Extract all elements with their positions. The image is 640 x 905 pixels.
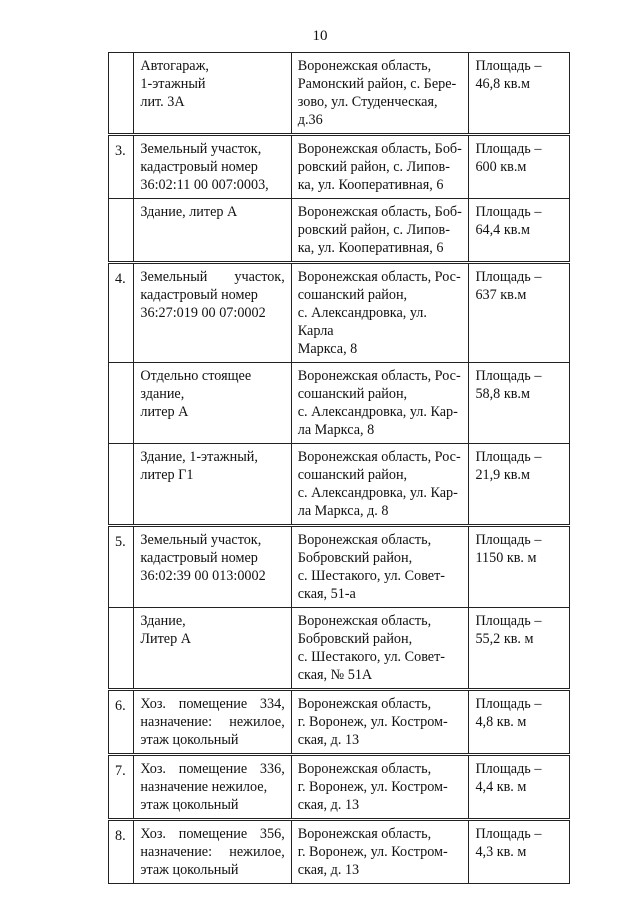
row-number-cell [109, 199, 134, 263]
object-area-cell-line: 1150 кв. м [475, 550, 537, 566]
object-description-cell-line: 36:27:019 00 07:0002 [140, 305, 266, 321]
object-address-cell-line: д.36 [297, 112, 323, 128]
object-description-cell-line: назначение нежилое, [140, 779, 268, 795]
object-address-cell [291, 690, 469, 755]
object-area-cell [469, 263, 570, 363]
object-address-cell-line: Воронежская область, Боб- [297, 204, 462, 220]
object-area-cell-line: Площадь – [475, 204, 542, 220]
object-area-cell [469, 608, 570, 690]
object-address-cell-line: с. Шестакого, ул. Совет- [297, 568, 446, 584]
object-description-cell-line: Земельный участок, [140, 141, 262, 157]
object-description-cell-line: этаж цокольный [140, 862, 239, 878]
object-description-cell-line: Земельный участок, [140, 269, 285, 285]
object-address-cell-line: Бобровский район, [297, 550, 413, 566]
object-area-cell-line: Площадь – [475, 58, 542, 74]
object-address-cell-line: с. Александровка, ул. Кар- [297, 485, 458, 501]
object-description-cell-line: Хоз. помещение 336, [140, 761, 285, 777]
object-address-cell-line: г. Воронеж, ул. Костром- [297, 844, 448, 860]
table-row [109, 526, 570, 608]
object-address-cell-line: сошанский район, [297, 467, 408, 483]
object-address-cell [291, 199, 469, 263]
object-description-cell-line: лит. 3А [140, 94, 185, 110]
object-area-cell-line: 58,8 кв.м [475, 386, 530, 402]
object-description-cell [134, 608, 291, 690]
object-description-cell-line: литер Г1 [140, 467, 194, 483]
object-description-cell-line: кадастровый номер [140, 550, 258, 566]
row-number-cell [109, 444, 134, 526]
object-description-cell [134, 820, 291, 884]
object-description-cell [134, 363, 291, 444]
object-description-cell-line: назначение: нежилое, [140, 714, 285, 730]
object-description-cell [134, 263, 291, 363]
object-area-cell-line: 64,4 кв.м [475, 222, 530, 238]
object-address-cell [291, 53, 469, 135]
object-description-cell-line: 36:02:11 00 007:0003, [140, 177, 269, 193]
object-area-cell [469, 526, 570, 608]
object-description-cell [134, 53, 291, 135]
object-area-cell-line: Площадь – [475, 826, 542, 842]
table-row [109, 690, 570, 755]
object-area-cell [469, 53, 570, 135]
object-address-cell-line: сошанский район, [297, 386, 408, 402]
object-address-cell-line: Воронежская область, Рос- [297, 269, 461, 285]
row-number-cell: 5. [109, 526, 134, 608]
object-address-cell [291, 135, 469, 199]
table-row [109, 444, 570, 526]
object-area-cell-line: Площадь – [475, 141, 542, 157]
object-address-cell-line: Воронежская область, [297, 58, 432, 74]
object-description-cell-line: Земельный участок, [140, 532, 262, 548]
object-description-cell-line: кадастровый номер [140, 159, 258, 175]
object-description-cell-line: Хоз. помещение 356, [140, 826, 285, 842]
object-area-cell-line: Площадь – [475, 532, 542, 548]
property-table-body [109, 53, 570, 884]
object-area-cell-line: 55,2 кв. м [475, 631, 534, 647]
object-area-cell-line: 637 кв.м [475, 287, 527, 303]
object-address-cell-line: ская, д. 13 [297, 797, 360, 813]
object-address-cell [291, 755, 469, 820]
object-area-cell [469, 820, 570, 884]
object-area-cell-line: 4,3 кв. м [475, 844, 527, 860]
table-row [109, 608, 570, 690]
object-area-cell-line: Площадь – [475, 368, 542, 384]
object-address-cell-line: Воронежская область, [297, 696, 432, 712]
object-description-cell-line: назначение: нежилое, [140, 844, 285, 860]
object-address-cell [291, 526, 469, 608]
table-row [109, 199, 570, 263]
object-address-cell-line: с. Александровка, ул. Карла [297, 305, 427, 339]
object-area-cell-line: 4,8 кв. м [475, 714, 527, 730]
row-number-cell: 7. [109, 755, 134, 820]
object-address-cell-line: Маркса, 8 [297, 341, 358, 357]
object-address-cell [291, 263, 469, 363]
table-row [109, 363, 570, 444]
table-row [109, 755, 570, 820]
object-description-cell [134, 755, 291, 820]
object-address-cell-line: Воронежская область, [297, 826, 432, 842]
object-address-cell-line: Воронежская область, [297, 532, 432, 548]
object-address-cell [291, 444, 469, 526]
object-address-cell-line: ка, ул. Кооперативная, 6 [297, 240, 444, 256]
object-address-cell-line: зово, ул. Студенческая, [297, 94, 438, 110]
object-description-cell [134, 199, 291, 263]
row-number-cell [109, 53, 134, 135]
object-area-cell [469, 135, 570, 199]
object-description-cell-line: здание, [140, 386, 185, 402]
object-address-cell [291, 820, 469, 884]
object-area-cell-line: Площадь – [475, 269, 542, 285]
object-address-cell-line: г. Воронеж, ул. Костром- [297, 714, 448, 730]
object-description-cell-line: кадастровый номер [140, 287, 258, 303]
table-row [109, 263, 570, 363]
object-description-cell-line: 1-этажный [140, 76, 206, 92]
object-address-cell-line: ская, № 51А [297, 667, 373, 683]
table-row [109, 53, 570, 135]
object-address-cell-line: ская, 51-а [297, 586, 356, 602]
object-address-cell-line: Воронежская область, Рос- [297, 368, 461, 384]
row-number-cell [109, 608, 134, 690]
object-description-cell-line: 36:02:39 00 013:0002 [140, 568, 266, 584]
object-area-cell-line: Площадь – [475, 761, 542, 777]
object-address-cell-line: ская, д. 13 [297, 862, 360, 878]
row-number-cell: 4. [109, 263, 134, 363]
object-area-cell [469, 444, 570, 526]
object-area-cell-line: 46,8 кв.м [475, 76, 530, 92]
object-description-cell-line: Литер А [140, 631, 191, 647]
object-area-cell [469, 755, 570, 820]
object-address-cell-line: Бобровский район, [297, 631, 413, 647]
object-description-cell-line: этаж цокольный [140, 797, 239, 813]
object-address-cell-line: ла Маркса, д. 8 [297, 503, 389, 519]
object-address-cell-line: Воронежская область, Рос- [297, 449, 461, 465]
object-address-cell-line: Рамонский район, с. Бере- [297, 76, 457, 92]
object-address-cell [291, 608, 469, 690]
object-area-cell-line: Площадь – [475, 449, 542, 465]
object-description-cell [134, 526, 291, 608]
object-description-cell-line: литер А [140, 404, 189, 420]
object-description-cell-line: этаж цокольный [140, 732, 239, 748]
object-description-cell-line: Отдельно стоящее [140, 368, 252, 384]
object-address-cell-line: сошанский район, [297, 287, 408, 303]
page-number: 10 [312, 28, 328, 44]
object-area-cell-line: 600 кв.м [475, 159, 527, 175]
row-number-cell: 8. [109, 820, 134, 884]
object-area-cell [469, 690, 570, 755]
object-address-cell [291, 363, 469, 444]
object-address-cell-line: Воронежская область, Боб- [297, 141, 462, 157]
object-area-cell-line: 4,4 кв. м [475, 779, 527, 795]
object-address-cell-line: ровский район, с. Липов- [297, 222, 450, 238]
object-address-cell-line: Воронежская область, [297, 613, 432, 629]
property-table [108, 52, 570, 884]
object-description-cell-line: Здание, [140, 613, 186, 629]
object-area-cell [469, 363, 570, 444]
object-description-cell [134, 444, 291, 526]
row-number-cell: 6. [109, 690, 134, 755]
object-area-cell-line: 21,9 кв.м [475, 467, 530, 483]
object-area-cell [469, 199, 570, 263]
object-address-cell-line: г. Воронеж, ул. Костром- [297, 779, 448, 795]
row-number-cell: 3. [109, 135, 134, 199]
row-number-cell [109, 363, 134, 444]
object-address-cell-line: ская, д. 13 [297, 732, 360, 748]
object-description-cell-line: Здание, 1-этажный, [140, 449, 258, 465]
table-row [109, 135, 570, 199]
object-address-cell-line: Воронежская область, [297, 761, 432, 777]
object-description-cell-line: Здание, литер А [140, 204, 238, 220]
object-area-cell-line: Площадь – [475, 696, 542, 712]
object-description-cell [134, 135, 291, 199]
object-address-cell-line: ка, ул. Кооперативная, 6 [297, 177, 444, 193]
object-description-cell [134, 690, 291, 755]
object-address-cell-line: с. Александровка, ул. Кар- [297, 404, 458, 420]
object-description-cell-line: Хоз. помещение 334, [140, 696, 285, 712]
object-address-cell-line: ла Маркса, 8 [297, 422, 375, 438]
object-description-cell-line: Автогараж, [140, 58, 209, 74]
object-area-cell-line: Площадь – [475, 613, 542, 629]
table-row [109, 820, 570, 884]
object-address-cell-line: ровский район, с. Липов- [297, 159, 450, 175]
object-address-cell-line: с. Шестакого, ул. Совет- [297, 649, 446, 665]
